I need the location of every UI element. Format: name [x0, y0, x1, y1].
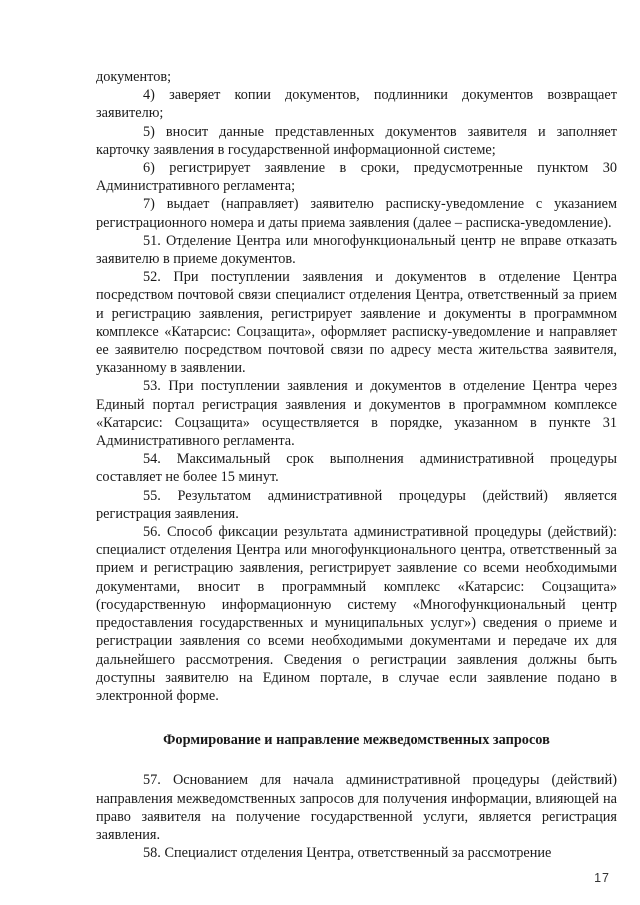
- paragraph-52: 52. При поступлении заявления и документов в отделение Центра посредством почтовой связи специалист отделения Центра, ответственный за прием и регистрацию заявления, регистрирует заявление и документы в программном комплексе «Катарсис: Соцзащита», оформляет расписку-уведомление и направляет ее заявителю посредством почтовой связи по адресу места жительства заявителя, указанному в заявлении.: [96, 269, 617, 377]
- paragraph-54: 54. Максимальный срок выполнения административной процедуры составляет не более 15 минут.: [96, 451, 617, 486]
- paragraph-item-5: 5) вносит данные представленных документов заявителя и заполняет карточку заявления в государственной информационной системе;: [96, 123, 617, 158]
- paragraph-51: 51. Отделение Центра или многофункциональный центр не вправе отказать заявителю в приеме документов.: [96, 232, 617, 268]
- paragraph-57: 57. Основанием для начала административной процедуры (действий) направления межведомственных запросов для получения информации, влияющей на право заявителя на получение государственной услуги, является регистрация заявления.: [96, 772, 617, 843]
- paragraph-continuation: документов;: [96, 69, 172, 85]
- paragraph-item-6: 6) регистрирует заявление в сроки, предусмотренные пунктом 30 Административного регламента;: [96, 160, 617, 195]
- paragraph-56: 56. Способ фиксации результата административной процедуры (действий): специалист отделения Центра или многофункционального центра, ответственный за прием и регистрацию заявления, регистрирует заявление со всеми необходимыми документами, вносит в программный комплекс «Катарсис: Соцзащита» (государственную информационную систему «Многофункциональный центр предоставления государственных и муниципальных услуг») сведения о приеме и регистрации заявления со всеми необходимыми документами и передаче их для дальнейшего рассмотрения. Сведения о регистрации заявления должны быть доступны заявителю на Едином портале, в случае если заявление подано в электронной форме.: [96, 524, 617, 704]
- paragraph-55: 55. Результатом административной процедуры (действий) является регистрация заявления.: [96, 487, 617, 522]
- section-heading: Формирование и направление межведомственных запросов: [163, 732, 550, 749]
- paragraph-58: 58. Специалист отделения Центра, ответственный за рассмотрение: [143, 845, 552, 862]
- document-page: [96, 68, 617, 862]
- paragraph-item-7: 7) выдает (направляет) заявителю расписку-уведомление с указанием регистрационного номера и даты приема заявления (далее – расписка-уведомление).: [96, 196, 617, 231]
- paragraph-item-4: 4) заверяет копии документов, подлинники документов возвращает заявителю;: [96, 87, 617, 122]
- page-number: 17: [594, 871, 610, 885]
- paragraph-53: 53. При поступлении заявления и документов в отделение Центра через Единый портал регистрация заявления и документов в программном комплексе «Катарсис: Соцзащита» осуществляется в порядке, указанном в пункте 31 Административного регламента.: [96, 378, 617, 450]
